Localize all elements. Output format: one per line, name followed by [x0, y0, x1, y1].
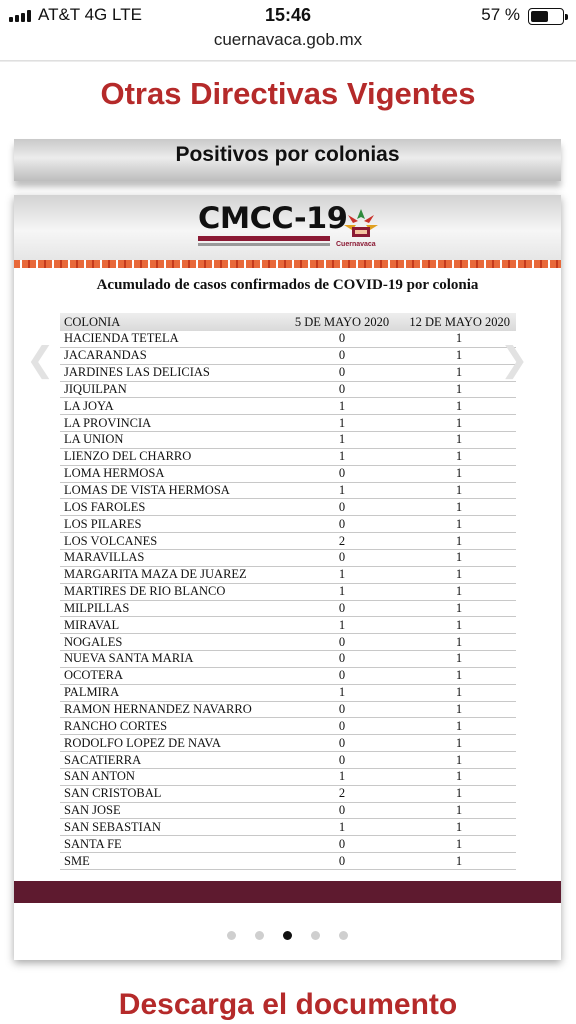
cell-12-mayo: 1	[455, 381, 463, 396]
cell-5-mayo: 0	[338, 550, 346, 565]
table-body	[60, 331, 516, 870]
carousel-slide[interactable]	[14, 195, 561, 960]
status-bar	[0, 0, 576, 30]
cell-5-mayo: 0	[338, 718, 346, 733]
slide-footer-bar	[14, 881, 561, 903]
cmcc-logo: CMCC-19	[198, 201, 348, 235]
cell-12-mayo: 1	[455, 853, 463, 868]
cell-colonia: RODOLFO LOPEZ DE NAVA	[64, 735, 221, 750]
battery-percent: 57 %	[481, 5, 520, 24]
cell-colonia: JACARANDAS	[64, 348, 147, 363]
cell-colonia: SAN SEBASTIAN	[64, 819, 161, 834]
cell-12-mayo: 1	[455, 415, 463, 430]
cases-table	[60, 313, 516, 870]
cell-5-mayo: 1	[338, 415, 346, 430]
carousel-pagination[interactable]	[14, 931, 561, 940]
table-row	[60, 685, 516, 702]
cell-12-mayo: 1	[455, 701, 463, 716]
cell-colonia: LA JOYA	[64, 398, 114, 413]
carousel-dot[interactable]	[283, 931, 292, 940]
column-header-12-mayo: 12 DE MAYO 2020	[409, 314, 510, 329]
table-row	[60, 651, 516, 668]
cell-12-mayo: 1	[455, 735, 463, 750]
cell-5-mayo: 1	[338, 449, 346, 464]
cell-12-mayo: 1	[455, 348, 463, 363]
logo-subline	[198, 243, 330, 246]
table-row	[60, 769, 516, 786]
emblem-label: Cuernavaca	[336, 241, 376, 248]
cell-colonia: RAMON HERNANDEZ NAVARRO	[64, 701, 252, 716]
logo-underline	[198, 236, 330, 241]
cell-5-mayo: 1	[338, 769, 346, 784]
table-row	[60, 331, 516, 348]
cell-12-mayo: 1	[455, 651, 463, 666]
battery-icon	[528, 8, 564, 25]
cell-12-mayo: 1	[455, 786, 463, 801]
cell-colonia: SANTA FE	[64, 836, 122, 851]
cell-12-mayo: 1	[455, 668, 463, 683]
carousel-dot[interactable]	[311, 931, 320, 940]
cell-colonia: MARTIRES DE RIO BLANCO	[64, 584, 226, 599]
cell-5-mayo: 2	[338, 786, 346, 801]
cell-12-mayo: 1	[455, 449, 463, 464]
cell-5-mayo: 0	[338, 331, 346, 346]
cell-12-mayo: 1	[455, 836, 463, 851]
url-bar[interactable]: cuernavaca.gob.mx	[213, 30, 363, 49]
cell-5-mayo: 0	[338, 466, 346, 481]
cell-colonia: LIENZO DEL CHARRO	[64, 449, 192, 464]
table-row	[60, 550, 516, 567]
cell-colonia: LOS FAROLES	[64, 499, 146, 514]
cell-colonia: SAN JOSE	[64, 803, 121, 818]
table-row	[60, 483, 516, 500]
table-row	[60, 853, 516, 870]
cell-12-mayo: 1	[455, 398, 463, 413]
carousel-dot[interactable]	[227, 931, 236, 940]
table-row	[60, 398, 516, 415]
toolbar-divider	[0, 60, 576, 62]
cell-12-mayo: 1	[455, 584, 463, 599]
cell-12-mayo: 1	[455, 550, 463, 565]
table-row	[60, 735, 516, 752]
table-row	[60, 601, 516, 618]
cell-12-mayo: 1	[455, 483, 463, 498]
cell-5-mayo: 1	[338, 398, 346, 413]
cell-12-mayo: 1	[455, 600, 463, 615]
battery-fill	[531, 11, 548, 22]
cell-colonia: SACATIERRA	[64, 752, 142, 767]
cell-12-mayo: 1	[455, 769, 463, 784]
table-row	[60, 752, 516, 769]
table-row	[60, 702, 516, 719]
cell-colonia: MARGARITA MAZA DE JUAREZ	[64, 567, 247, 582]
section-band	[14, 139, 561, 181]
table-row	[60, 365, 516, 382]
page-heading: Otras Directivas Vigentes	[100, 76, 476, 111]
table-row	[60, 567, 516, 584]
chevron-right-icon[interactable]: ❯	[500, 340, 529, 380]
table-row	[60, 819, 516, 836]
slide-header	[14, 195, 561, 260]
table-row	[60, 432, 516, 449]
cell-colonia: LOMAS DE VISTA HERMOSA	[64, 483, 230, 498]
cell-colonia: MILPILLAS	[64, 600, 130, 615]
table-row	[60, 584, 516, 601]
cell-5-mayo: 0	[338, 752, 346, 767]
cell-colonia: LOMA HERMOSA	[64, 466, 165, 481]
table-row	[60, 533, 516, 550]
cell-5-mayo: 1	[338, 567, 346, 582]
section-title: Positivos por colonias	[175, 143, 400, 166]
cell-colonia: MARAVILLAS	[64, 550, 145, 565]
cell-colonia: JIQUILPAN	[64, 381, 127, 396]
table-row	[60, 382, 516, 399]
cell-12-mayo: 1	[455, 752, 463, 767]
cell-5-mayo: 0	[338, 803, 346, 818]
carousel-dot[interactable]	[339, 931, 348, 940]
cell-colonia: LA UNION	[64, 432, 124, 447]
cell-colonia: PALMIRA	[64, 685, 120, 700]
cell-colonia: LOS PILARES	[64, 516, 142, 531]
table-row	[60, 348, 516, 365]
cell-colonia: NUEVA SANTA MARIA	[64, 651, 194, 666]
table-row	[60, 836, 516, 853]
table-row	[60, 499, 516, 516]
table-row	[60, 803, 516, 820]
cell-12-mayo: 1	[455, 718, 463, 733]
cell-5-mayo: 0	[338, 634, 346, 649]
cell-colonia: LA PROVINCIA	[64, 415, 152, 430]
table-row	[60, 786, 516, 803]
cell-5-mayo: 0	[338, 499, 346, 514]
cell-colonia: JARDINES LAS DELICIAS	[64, 365, 210, 380]
cell-12-mayo: 1	[455, 803, 463, 818]
cell-5-mayo: 0	[338, 701, 346, 716]
cell-colonia: HACIENDA TETELA	[64, 331, 179, 346]
download-heading[interactable]: Descarga el documento	[118, 988, 458, 1021]
cell-colonia: OCOTERA	[64, 668, 124, 683]
cell-colonia: LOS VOLCANES	[64, 533, 158, 548]
decorative-pattern-band	[14, 260, 561, 268]
cell-5-mayo: 0	[338, 668, 346, 683]
table-header	[60, 313, 516, 331]
cell-12-mayo: 1	[455, 567, 463, 582]
cell-12-mayo: 1	[455, 516, 463, 531]
cell-5-mayo: 0	[338, 600, 346, 615]
cell-12-mayo: 1	[455, 617, 463, 632]
cell-5-mayo: 1	[338, 819, 346, 834]
column-header-colonia: COLONIA	[64, 314, 121, 329]
table-row	[60, 466, 516, 483]
table-title: Acumulado de casos confirmados de COVID-19 por colonia	[96, 277, 479, 293]
cell-5-mayo: 1	[338, 584, 346, 599]
cell-12-mayo: 1	[455, 819, 463, 834]
cell-5-mayo: 0	[338, 853, 346, 868]
cell-colonia: SAN CRISTOBAL	[64, 786, 162, 801]
cell-12-mayo: 1	[455, 533, 463, 548]
cell-5-mayo: 1	[338, 432, 346, 447]
cell-5-mayo: 0	[338, 516, 346, 531]
carousel-dot[interactable]	[255, 931, 264, 940]
cell-5-mayo: 0	[338, 735, 346, 750]
cell-12-mayo: 1	[455, 634, 463, 649]
carrier-label: AT&T 4G LTE	[38, 5, 142, 24]
cell-colonia: MIRAVAL	[64, 617, 120, 632]
table-row	[60, 516, 516, 533]
cell-colonia: RANCHO CORTES	[64, 718, 168, 733]
table-row	[60, 634, 516, 651]
cell-12-mayo: 1	[455, 499, 463, 514]
cell-12-mayo: 1	[455, 466, 463, 481]
cell-5-mayo: 0	[338, 348, 346, 363]
cell-5-mayo: 1	[338, 483, 346, 498]
table-row	[60, 668, 516, 685]
cell-colonia: SME	[64, 853, 90, 868]
cell-12-mayo: 1	[455, 365, 463, 380]
column-header-5-mayo: 5 DE MAYO 2020	[294, 314, 390, 329]
clock: 15:46	[264, 5, 312, 25]
chevron-left-icon[interactable]: ❮	[26, 340, 55, 380]
table-row	[60, 449, 516, 466]
cell-5-mayo: 0	[338, 365, 346, 380]
cell-5-mayo: 1	[338, 617, 346, 632]
cell-5-mayo: 2	[338, 533, 346, 548]
cell-5-mayo: 0	[338, 381, 346, 396]
cell-5-mayo: 0	[338, 651, 346, 666]
table-row	[60, 617, 516, 634]
cell-12-mayo: 1	[455, 685, 463, 700]
table-row	[60, 718, 516, 735]
cell-5-mayo: 1	[338, 685, 346, 700]
cell-12-mayo: 1	[455, 331, 463, 346]
cell-5-mayo: 0	[338, 836, 346, 851]
cell-colonia: SAN ANTON	[64, 769, 135, 784]
cell-colonia: NOGALES	[64, 634, 123, 649]
table-row	[60, 415, 516, 432]
cell-12-mayo: 1	[455, 432, 463, 447]
